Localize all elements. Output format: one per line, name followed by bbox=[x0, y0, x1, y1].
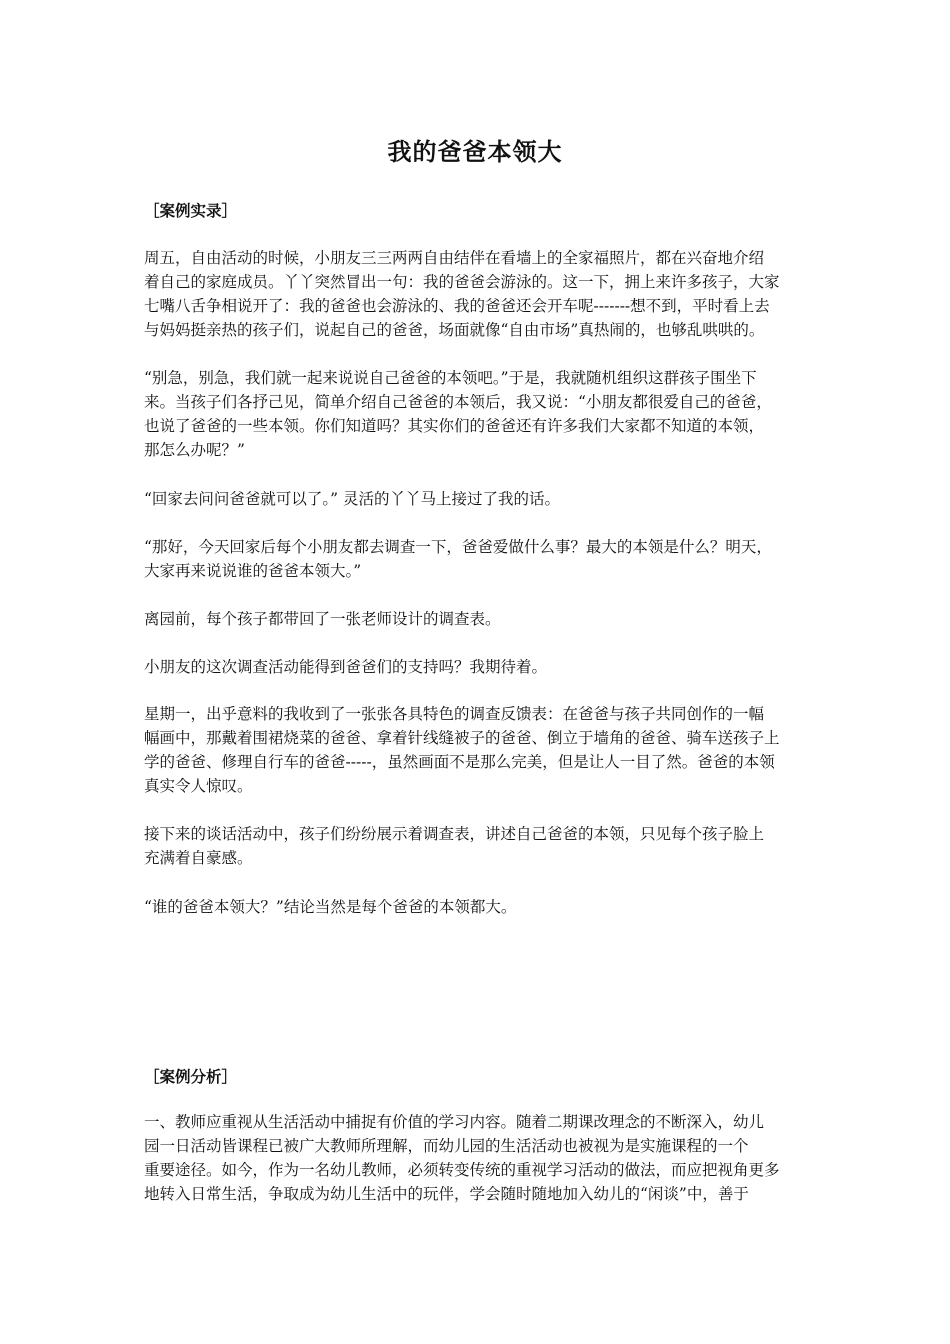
document-title: 我的爸爸本领大 bbox=[387, 138, 563, 166]
paragraph-4 bbox=[144, 535, 814, 583]
text-line: 着自己的家庭成员。丫丫突然冒出一句：我的爸爸会游泳的。这一下，拥上来许多孩子，大家 bbox=[144, 273, 780, 291]
text-line: 也说了爸爸的一些本领。你们知道吗？其实你们的爸爸还有许多我们大家都不知道的本领， bbox=[144, 417, 765, 435]
text-line: 一、教师应重视从生活活动中捕捉有价值的学习内容。随着二期课改理念的不断深入，幼儿 bbox=[144, 1113, 765, 1131]
text-line: 重要途径。如今，作为一名幼儿教师，必须转变传统的重视学习活动的做法，而应把视角更多 bbox=[144, 1161, 780, 1179]
paragraph-9 bbox=[144, 895, 814, 919]
text-line: 与妈妈挺亲热的孩子们，说起自己的爸爸，场面就像“自由市场”真热闹的，也够乱哄哄的。 bbox=[144, 321, 765, 339]
text-line: 来。当孩子们各抒己见，简单介绍自己爸爸的本领后，我又说：“小朋友都很爱自己的爸爸， bbox=[144, 393, 772, 411]
text-line: 充满着自豪感。 bbox=[144, 849, 253, 867]
paragraph-7 bbox=[144, 702, 814, 798]
section-heading-case-analysis: ［案例分析］ bbox=[144, 1068, 238, 1086]
text-line: 地转入日常生活，争取成为幼儿生活中的玩伴，学会随时随地加入幼儿的“闲谈”中，善于 bbox=[144, 1185, 749, 1203]
text-line: 学的爸爸、修理自行车的爸爸-----，虽然画面不是那么完美，但是让人一目了然。爸爸的本领 bbox=[144, 753, 775, 771]
paragraph-5 bbox=[144, 607, 814, 631]
text-line: 接下来的谈话活动中，孩子们纷纷展示着调查表，讲述自己爸爸的本领，只见每个孩子脸上 bbox=[144, 825, 765, 843]
text-line: 周五，自由活动的时候，小朋友三三两两自由结伴在看墙上的全家福照片，都在兴奋地介绍 bbox=[144, 249, 765, 267]
text-line: “回家去问问爸爸就可以了。” 灵活的丫丫马上接过了我的话。 bbox=[144, 490, 561, 508]
text-line: 那怎么办呢？” bbox=[144, 441, 245, 459]
text-line: “那好，今天回家后每个小朋友都去调查一下，爸爸爱做什么事？最大的本领是什么？明天， bbox=[144, 538, 772, 556]
text-line: 星期一，出乎意料的我收到了一张张各具特色的调查反馈表：在爸爸与孩子共同创作的一幅 bbox=[144, 705, 765, 723]
paragraph-3 bbox=[144, 487, 814, 511]
paragraph-8 bbox=[144, 822, 814, 870]
paragraph-6 bbox=[144, 655, 814, 679]
paragraph-1 bbox=[144, 246, 814, 342]
text-line: 幅画中，那戴着围裙烧菜的爸爸、拿着针线缝被子的爸爸、倒立于墙角的爸爸、骑车送孩子上 bbox=[144, 729, 780, 747]
text-line: 大家再来说说谁的爸爸本领大。” bbox=[144, 562, 362, 580]
text-line: 园一日活动皆课程已被广大教师所理解，而幼儿园的生活活动也被视为是实施课程的一个 bbox=[144, 1137, 749, 1155]
text-line: 七嘴八舌争相说开了：我的爸爸也会游泳的、我的爸爸还会开车呢-------想不到，平时看上去 bbox=[144, 297, 770, 315]
text-line: “别急，别急，我们就一起来说说自己爸爸的本领吧。”于是，我就随机组织这群孩子围坐下 bbox=[144, 369, 757, 387]
text-line: 真实令人惊叹。 bbox=[144, 777, 253, 795]
text-line: “谁的爸爸本领大？”结论当然是每个爸爸的本领都大。 bbox=[144, 898, 517, 916]
paragraph-2 bbox=[144, 366, 814, 462]
section-heading-case-record: ［案例实录］ bbox=[144, 202, 238, 220]
text-line: 离园前，每个孩子都带回了一张老师设计的调查表。 bbox=[144, 610, 501, 628]
text-line: 小朋友的这次调查活动能得到爸爸们的支持吗？我期待着。 bbox=[144, 658, 548, 676]
paragraph-analysis-1 bbox=[144, 1110, 814, 1206]
